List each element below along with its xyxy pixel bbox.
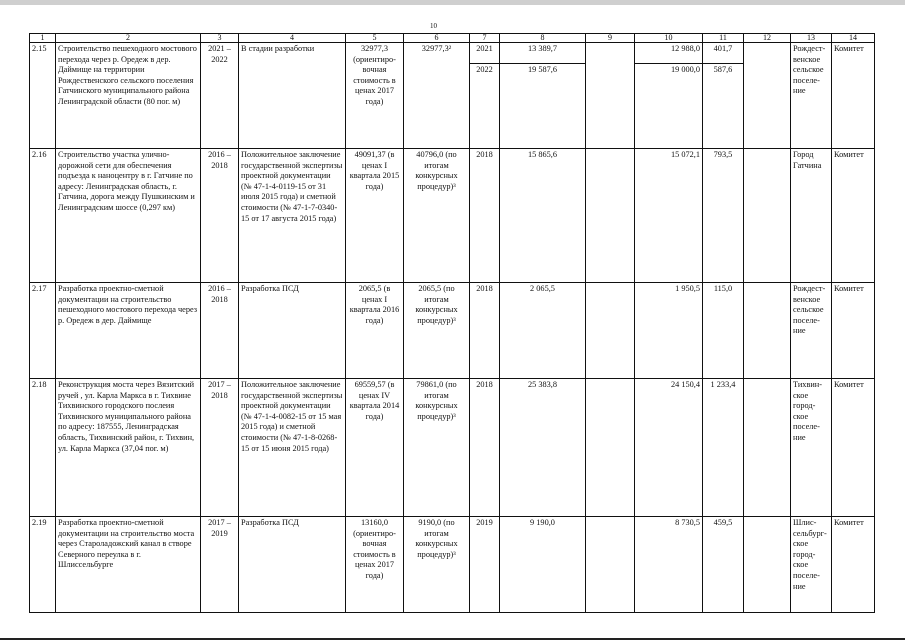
col-number: 9 [586, 34, 635, 43]
col-number: 8 [500, 34, 586, 43]
period: 2016 – 2018 [201, 149, 239, 283]
col9-cell [586, 149, 635, 283]
col-number: 7 [470, 34, 500, 43]
col9-cell [586, 517, 635, 613]
table-row [30, 379, 875, 517]
year-value: 2018 [470, 379, 500, 517]
executor: Комитет [832, 517, 875, 613]
period: 2016 – 2018 [201, 283, 239, 379]
period: 2017 – 2018 [201, 379, 239, 517]
col9-cell [586, 283, 635, 379]
executor: Комитет [832, 283, 875, 379]
project-name: Реконструкция моста через Вязитский ручей , ул. Карла Маркса в г. Тихвине Тихвинского городского послеия Тихвинского муниципального района по адресу: 187555, Ленинградская область, Тихвинский район, г. Тихвин, ул. Карла Маркса (37,04 пог. м) [56, 379, 201, 517]
col-number: 13 [791, 34, 832, 43]
total-value: 9 190,0 [500, 517, 586, 613]
final-cost: 79861,0 (по итогам конкурсных процедур)³ [404, 379, 470, 517]
scan-top-edge [0, 0, 905, 5]
col10-value: 19 000,0 [635, 63, 702, 76]
row-number: 2.15 [30, 43, 56, 149]
row-number: 2.16 [30, 149, 56, 283]
status: В стадии разработки [239, 43, 346, 149]
col10-value: 12 988,0 [670, 44, 700, 53]
status: Положительное заключение государственной экспертизы проектной документации (№ 47-1-4-0119-15 от 31 июля 2015 года) и сметной стоимости (№ 47-1-7-0340-15 от 17 августа 2015 года) [239, 149, 346, 283]
locality: Город Гатчина [791, 149, 832, 283]
year-value: 2018 [470, 149, 500, 283]
column-number-row [30, 34, 875, 43]
col12-cell [744, 517, 791, 613]
executor: Комитет [832, 379, 875, 517]
col9-cell [586, 379, 635, 517]
col12-cell [744, 379, 791, 517]
project-name: Разработка проектно-сметной документации на строительство моста через Староладожский канал в створе Северного переулка в г. Шлиссельбурге [56, 517, 201, 613]
col11-cell [703, 43, 744, 149]
status: Разработка ПСД [239, 283, 346, 379]
project-name: Строительство участка улично-дорожной сети для обеспечения подъезда к наноцентру в г. Гатчине по адресу: Ленинградская область, г. Гатчина, дорога между Пушкинским и Ленинградским шоссе (0,297 км) [56, 149, 201, 283]
col-number: 11 [703, 34, 744, 43]
year-value: 2021 [476, 44, 493, 53]
estimated-cost: 49091,37 (в ценах I квартала 2015 года) [346, 149, 404, 283]
program-table [29, 33, 875, 613]
col-number: 14 [832, 34, 875, 43]
locality: Шлис-сельбург-ское город-ское поселе-ние [791, 517, 832, 613]
table-row [30, 283, 875, 379]
table-row [30, 517, 875, 613]
col-number: 2 [56, 34, 201, 43]
locality: Тихвин-ское город-ское поселе-ние [791, 379, 832, 517]
period: 2021 – 2022 [201, 43, 239, 149]
col11-value: 401,7 [713, 44, 733, 53]
col-number: 1 [30, 34, 56, 43]
final-cost: 40796,0 (по итогам конкурсных процедур)³ [404, 149, 470, 283]
locality: Рождест-венское сельское поселе-ние [791, 283, 832, 379]
estimated-cost: 13160,0 (ориентиро-вочная стоимость в ценах 2017 года) [346, 517, 404, 613]
col-number: 5 [346, 34, 404, 43]
col11-value: 1 233,4 [703, 379, 744, 517]
estimated-cost: 32977,3 (ориентиро-вочная стоимость в ценах 2017 года) [346, 43, 404, 149]
total-cell [500, 43, 586, 149]
col10-value: 1 950,5 [635, 283, 703, 379]
table-row [30, 43, 875, 149]
col-number: 12 [744, 34, 791, 43]
final-cost: 2065,5 (по итогам конкурсных процедур)³ [404, 283, 470, 379]
total-value: 15 865,6 [500, 149, 586, 283]
total-value: 25 383,8 [500, 379, 586, 517]
year-cell [470, 43, 500, 149]
estimated-cost: 69559,57 (в ценах IV квартала 2014 года) [346, 379, 404, 517]
total-value: 19 587,6 [500, 63, 585, 76]
col-number: 10 [635, 34, 703, 43]
col11-value: 793,5 [703, 149, 744, 283]
col12-cell [744, 283, 791, 379]
executor: Комитет [832, 43, 875, 149]
row-number: 2.17 [30, 283, 56, 379]
total-value: 13 389,7 [527, 44, 558, 53]
col-number: 3 [201, 34, 239, 43]
col-number: 6 [404, 34, 470, 43]
row-number: 2.19 [30, 517, 56, 613]
col11-value: 115,0 [703, 283, 744, 379]
estimated-cost: 2065,5 (в ценах I квартала 2016 года) [346, 283, 404, 379]
period: 2017 – 2019 [201, 517, 239, 613]
final-cost: 32977,3² [404, 43, 470, 149]
status: Положительное заключение государственной экспертизы проектной документации (№ 47-1-4-0082-15 от 15 мая 2015 года) и сметной стоимости (№ 47-1-8-0268-15 от 15 июня 2015 года) [239, 379, 346, 517]
project-name: Разработка проектно-сметной документации на строительство пешеходного мостового перехода через р. Оредеж в дер. Даймище [56, 283, 201, 379]
project-name: Строительство пешеходного мостового перехода через р. Оредеж в дер. Даймище на территории Рождественского сельского поселения Гатчинского муниципального района Ленинградской области (80 пог. м) [56, 43, 201, 149]
locality: Рождест-венское сельское поселе-ние [791, 43, 832, 149]
col10-value: 15 072,1 [635, 149, 703, 283]
col10-cell [635, 43, 703, 149]
col10-value: 24 150,4 [635, 379, 703, 517]
executor: Комитет [832, 149, 875, 283]
col-number: 4 [239, 34, 346, 43]
row-number: 2.18 [30, 379, 56, 517]
col9-cell [586, 43, 635, 149]
status: Разработка ПСД [239, 517, 346, 613]
col11-value: 587,6 [703, 63, 743, 76]
col12-cell [744, 149, 791, 283]
year-value: 2022 [470, 63, 499, 76]
year-value: 2018 [470, 283, 500, 379]
page-number: 10 [430, 22, 437, 30]
final-cost: 9190,0 (по итогам конкурсных процедур)³ [404, 517, 470, 613]
col10-value: 8 730,5 [635, 517, 703, 613]
table-row [30, 149, 875, 283]
col12-cell [744, 43, 791, 149]
total-value: 2 065,5 [500, 283, 586, 379]
year-value: 2019 [470, 517, 500, 613]
col11-value: 459,5 [703, 517, 744, 613]
